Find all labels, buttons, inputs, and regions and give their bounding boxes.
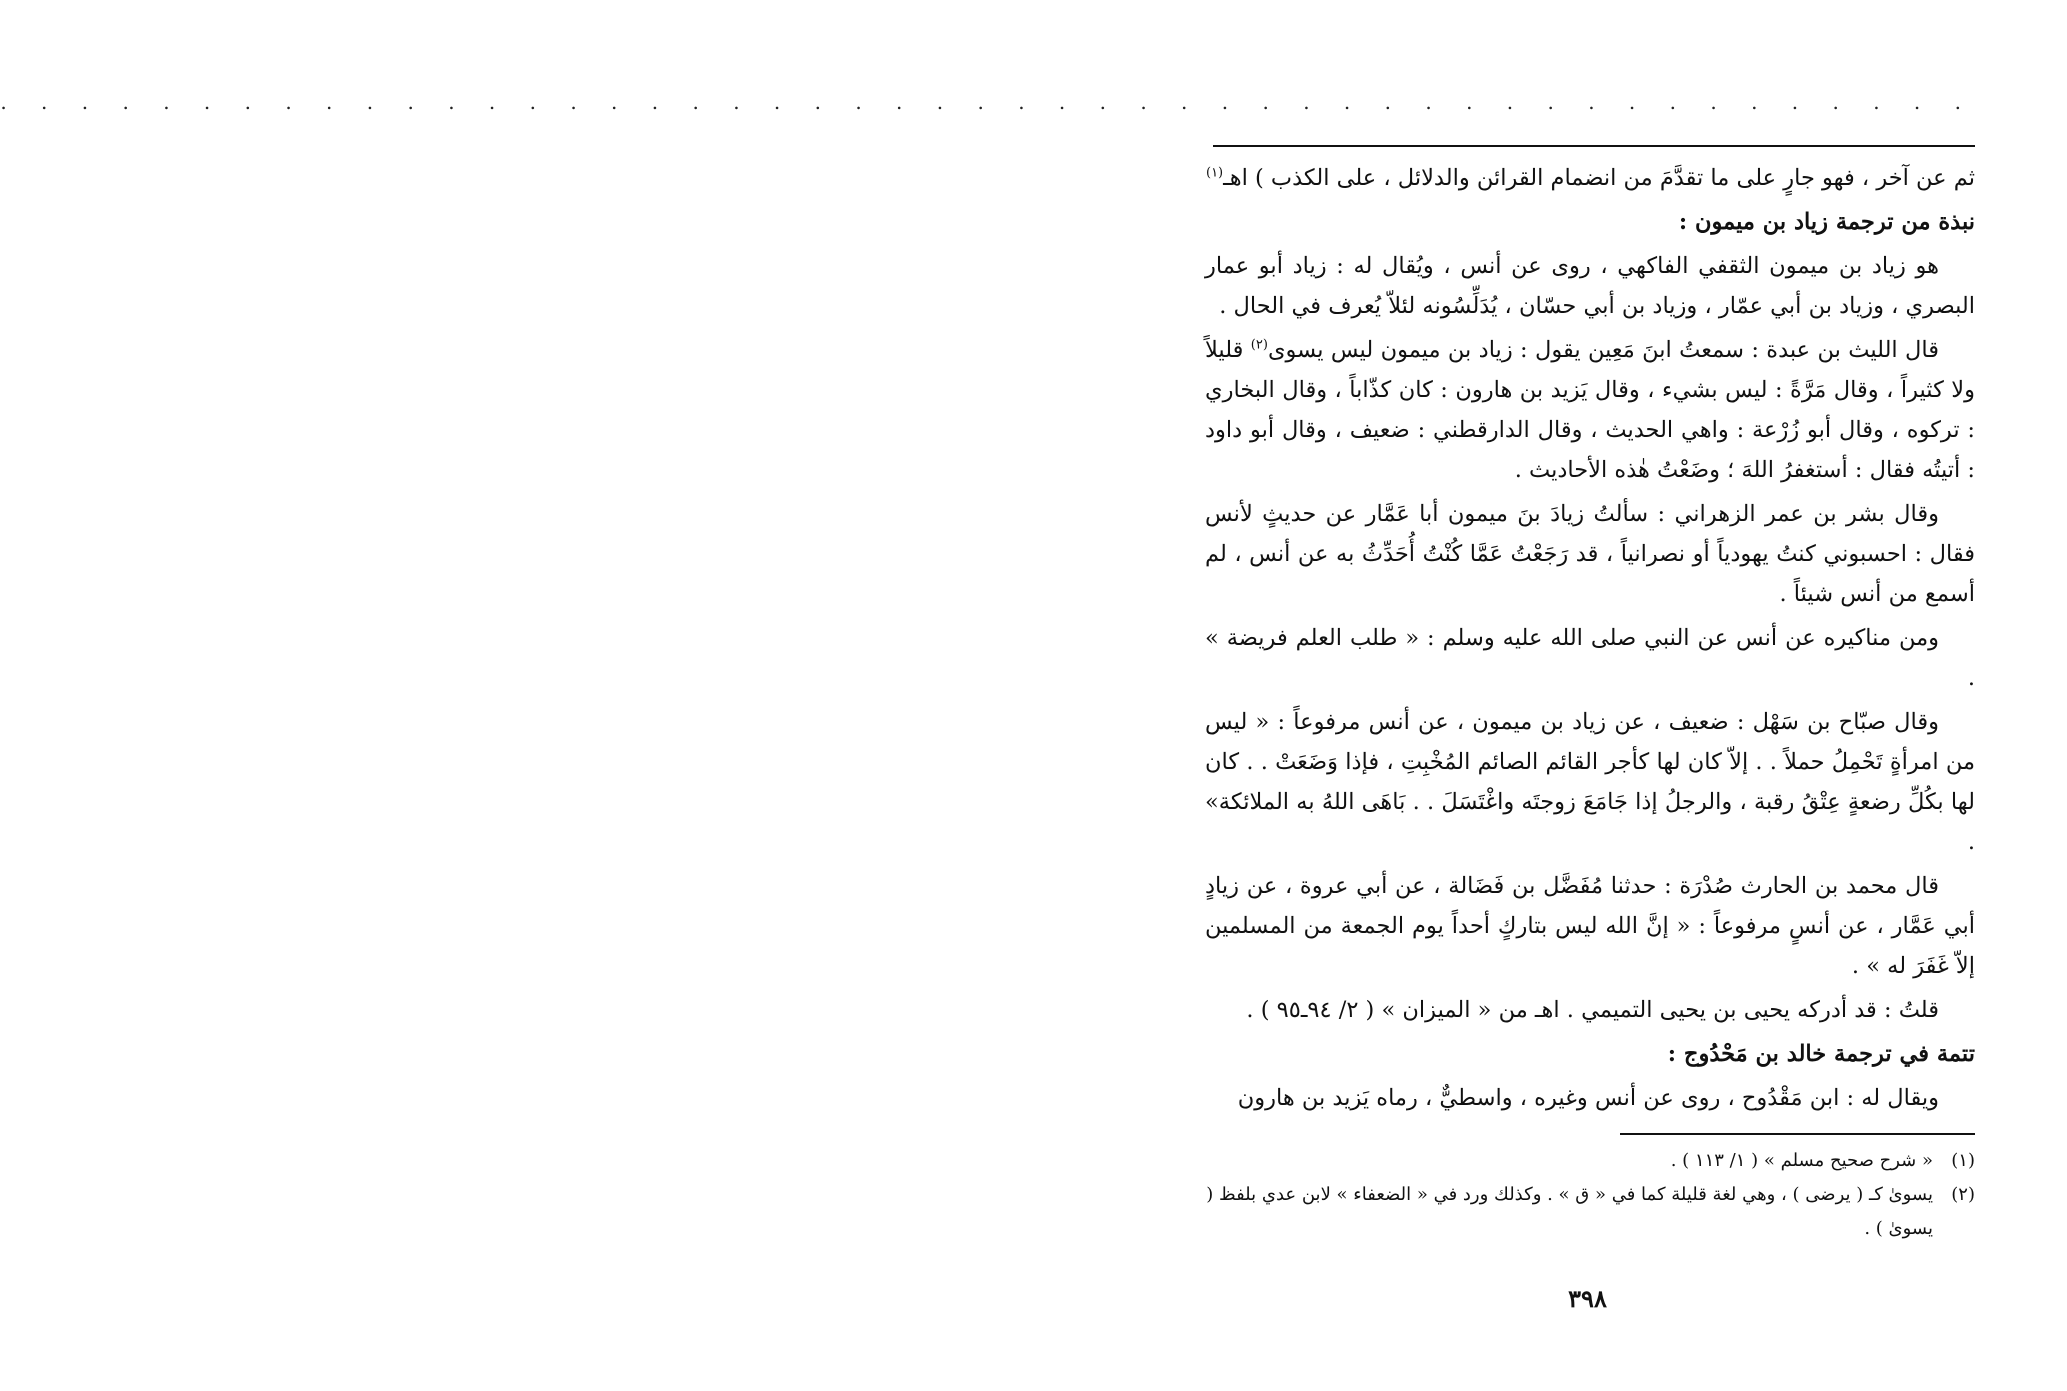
header-dotted-line: . . . . . . . . . . . . . . . . . . . . . . . . . . . . . . . . . . . . . . . . . . . . . . . . . — [0, 90, 1975, 114]
footnote-number: (٢) — [1951, 1184, 1975, 1205]
heading-ziyad-bin-maymun: نبذة من ترجمة زياد بن ميمون : — [1678, 209, 1975, 235]
paragraph-muhammad: قال محمد بن الحارث صُدْرَة : حدثنا مُفَضَّل بن فَضَالة ، عن أبي عروة ، عن زيادٍ أبي عَمَّار ، عن أنسٍ مرفوعاً : « إنَّ الله ليس بتاركٍ أحداً يوم الجمعة من المسلمين إلاّ غَفَرَ له » . — [1205, 873, 1975, 979]
paragraph-qultu: قلتُ : قد أدركه يحيى بن يحيى التميمي . اهـ من « الميزان » ( ٢/ ٩٤ـ٩٥ ) . — [1246, 997, 1939, 1023]
footnote-rule — [1620, 1133, 1975, 1135]
footnote-2 — [1205, 1178, 1975, 1246]
paragraph-khalid: ويقال له : ابن مَقْدُوح ، روى عن أنس وغيره ، واسطيٌّ ، رماه يَزيد بن هارون — [1237, 1085, 1939, 1111]
footnotes — [1205, 1144, 1975, 1246]
header-rule — [1213, 145, 1975, 147]
footnote-number: (١) — [1951, 1150, 1975, 1171]
footnote-text: يسوىٰ كـ ( يرضى ) ، وهي لغة قليلة كما في « ق » . وكذلك ورد في « الضعفاء » لابن عدي بلفظ ( يسوىٰ ) . — [1206, 1184, 1933, 1239]
footnote-text: « شرح صحيح مسلم » ( ١/ ١١٣ ) . — [1670, 1150, 1933, 1171]
paragraph-bio: هو زياد بن ميمون الثقفي الفاكهي ، روى عن أنس ، ويُقال له : زياد أبو عمار البصري ، وزياد بن أبي عمّار ، وزياد بن أبي حسّان ، يُدَلِّسُونه لئلاّ يُعرف في الحال . — [1205, 253, 1975, 319]
heading-khalid-bin-mahduj: تتمة في ترجمة خالد بن مَحْدُوج : — [1667, 1041, 1975, 1067]
footnote-ref-2: (٢) — [1250, 337, 1268, 353]
footnote-ref-1: (١) — [1205, 165, 1224, 181]
paragraph-bishr: وقال بشر بن عمر الزهراني : سألتُ زيادَ بنَ ميمون أبا عَمَّار عن حديثٍ لأنس فقال : احسبوني كنتُ يهودياً أو نصرانياً ، قد رَجَعْتُ عَمَّا كُنْتُ أُحَدِّثُ به عن أنس ، لم أسمع من أنس شيئاً . — [1205, 501, 1975, 607]
main-text — [1205, 158, 1975, 1122]
paragraph-manakir: ومن مناكيره عن أنس عن النبي صلى الله عليه وسلم : « طلب العلم فريضة » . — [1205, 625, 1975, 691]
paragraph-sabbah: وقال صبّاح بن سَهْل : ضعيف ، عن زياد بن ميمون ، عن أنس مرفوعاً : « ليس من امرأةٍ تَحْمِلُ حملاً . . إلاّ كان لها كأجر القائم الصائم المُخْبِتِ ، فإذا وَضَعَتْ . . كان لها بكُلِّ رضعةٍ عِتْقُ رقبة ، والرجلُ إذا جَامَعَ زوجتَه واغْتَسَلَ . . بَاهَى اللهُ به الملائكة» . — [1205, 709, 1975, 855]
paragraph-critics: قال الليث بن عبدة : سمعتُ ابنَ مَعِين يقول : زياد بن ميمون ليس يسوى$^{(٢)}$ قليلاً ولا كثيراً ، وقال مَرَّةً : ليس بشيء ، وقال يَزيد بن هارون : كان كذّاباً ، وقال البخاري : تركوه ، وقال أبو زُرْعة : واهي الحديث ، وقال الدارقطني : ضعيف ، وقال أبو داود : أتيتُه فقال : أستغفرُ اللهَ ؛ وضَعْتُ هٰذه الأحاديث . — [1205, 337, 1975, 483]
footnote-1 — [1205, 1144, 1975, 1178]
page-number: ٣٩٨ — [1568, 1284, 1607, 1313]
paragraph-continuation: ثم عن آخر ، فهو جارٍ على ما تقدَّمَ من انضمام القرائن والدلائل ، على الكذب ) اهـ$^{(١)}$ — [1205, 165, 1975, 191]
